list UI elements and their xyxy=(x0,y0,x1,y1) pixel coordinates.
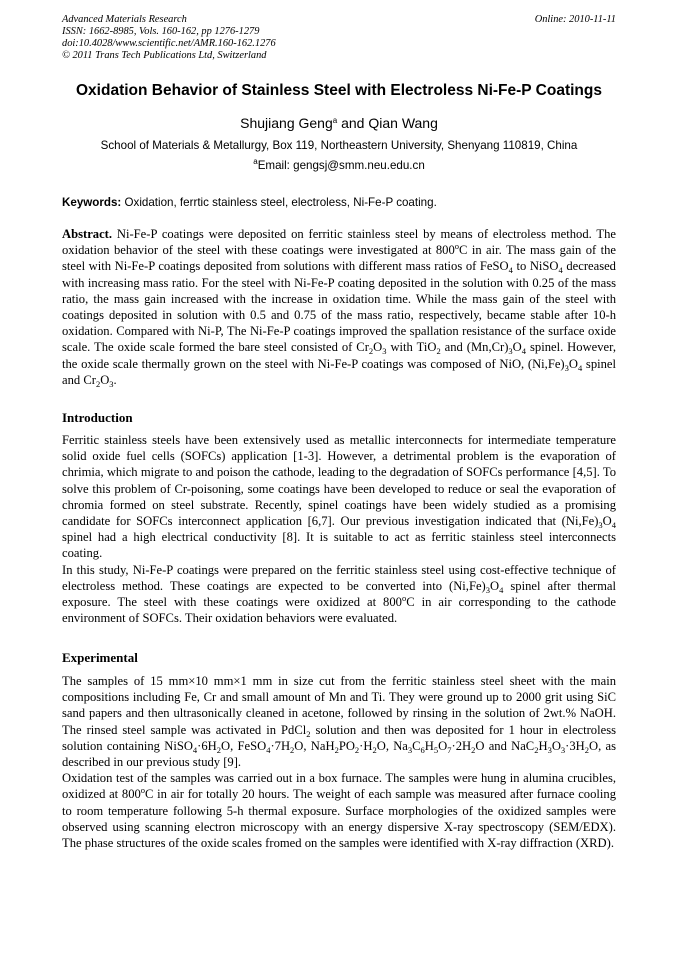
exp-text: ·2H xyxy=(451,738,472,753)
exp-text: O, Na xyxy=(376,738,408,753)
abstract-text: Ni-Fe-P coatings were deposited on ferritic stainless steel by means of electroless method. The oxidation behavior of the steel with these coatings were investigated at 800 xyxy=(62,227,616,258)
abstract-text: O xyxy=(373,340,383,355)
sub: 2 xyxy=(534,744,539,755)
sup: o xyxy=(401,593,407,604)
intro-text: spinel had a high electrical conductivity [8]. It is suitable to act as ferritic stainless steel interconnects coating. xyxy=(62,530,616,561)
abstract-text: . xyxy=(113,372,117,387)
intro-text: C in air corresponding to the cathode environment of SOFCs. Their oxidation behaviors were evaluated. xyxy=(62,595,616,626)
sub: 2 xyxy=(306,728,311,739)
intro-paragraph-1 xyxy=(62,432,616,562)
email-sup: a xyxy=(253,157,258,166)
author-rest: and Qian Wang xyxy=(337,115,438,131)
sub: 2 xyxy=(584,744,590,755)
sub: 4 xyxy=(558,265,563,276)
exp-text: PO xyxy=(338,738,355,753)
abstract-text: C in air. The mass gain of the steel with Ni-Fe-P coatings deposited from solutions with different mass ratios of FeSO xyxy=(62,243,616,274)
sub: 4 xyxy=(508,265,513,276)
exp-text: C in air for totally 20 hours. The weight of each sample was measured after furnace cooling to room temperature following 5-h thermal exposure. Surface morphologies of the oxidized samples were observed using scanning electron microscopy with an energy dispersive X-ray spectroscopy (SEM/EDX). The phase structures of the oxide scales fromed on the samples were identified with X-ray diffraction (XRD). xyxy=(62,787,616,851)
sub: 3 xyxy=(598,520,603,531)
keywords-label: Keywords: xyxy=(62,196,122,209)
sub: 3 xyxy=(109,378,114,389)
sub: 3 xyxy=(407,744,413,755)
doi-line: doi:10.4028/www.scientific.net/AMR.160-162.1276 xyxy=(62,38,276,49)
exp-text: O xyxy=(551,738,561,753)
exp-text: ·H xyxy=(359,738,373,753)
sub: 5 xyxy=(433,744,439,755)
exp-text: O, FeSO xyxy=(221,738,267,753)
exp-paragraph-2 xyxy=(62,770,616,851)
sub: 2 xyxy=(436,346,441,357)
sub: 7 xyxy=(447,744,452,755)
sub: 4 xyxy=(611,520,616,531)
exp-text: O and NaC xyxy=(475,738,535,753)
exp-paragraph-1 xyxy=(62,673,616,770)
intro-text: In this study, Ni-Fe-P coatings were prepared on the ferritic stainless steel using cost-effective technique of electroless method. These coatings are expected to be converted into (Ni,Fe) xyxy=(62,562,616,593)
abstract-text: and (Mn,Cr) xyxy=(440,340,509,355)
exp-text: The samples of 15 mm×10 mm×1 mm in size cut from the ferritic stainless steel sheet with the main compositions including Fe, Cr and small amount of Mn and Ti. They were ground up to 2000 grit using SiC sand papers and then ultrasonically cleaned in acetone, followed by rinsing in the solution of 2wt.% NaOH. The rinsed steel sample was activated in PdCl xyxy=(62,674,616,737)
keywords-text: Oxidation, ferrtic stainless steel, electroless, Ni-Fe-P coating. xyxy=(121,196,437,209)
sub: 3 xyxy=(508,346,513,357)
issn-line: ISSN: 1662-8985, Vols. 160-162, pp 1276-1279 xyxy=(62,26,260,37)
intro-text: Ferritic stainless steels have been extensively used as metallic interconnects for intermediate temperature solid oxide fuel cells (SOFCs) application [1-3]. However, a detrimental problem is the evaporation of chrimia, which migrate to and poison the cathode, leading to the degradation of SOFCs performance [4,5]. To solve this problem of Cr-poisoning, some coatings have been developed to reduce or seal the evaporation of chromia formed on steel substrate. Recently, spinel coatings have been widely studied as a promising candidate for SOFCs interconnect application [6,7]. Our previous investigation indicated that (Ni,Fe) xyxy=(62,433,616,529)
exp-text: O xyxy=(438,738,448,753)
sup: o xyxy=(140,785,146,796)
exp-text: H xyxy=(424,738,434,753)
abstract-text: O xyxy=(100,372,110,387)
intro-text: O xyxy=(490,578,500,593)
abstract-label: Abstract. xyxy=(62,227,113,241)
sub: 3 xyxy=(560,744,566,755)
sub: 3 xyxy=(382,346,387,357)
sub: 2 xyxy=(334,744,339,755)
exp-text: solution and then was deposited for 1 hour in electroless solution containing NiSO xyxy=(62,722,616,753)
sub: 3 xyxy=(485,584,490,595)
section-heading-introduction: Introduction xyxy=(62,410,133,425)
sub: 2 xyxy=(354,744,360,755)
abstract-text: decreased with increasing mass ratio. For the steel with Ni-Fe-P coating deposited in the solution with 0.25 of the mass ratio, the mass gain increased with the increase in oxidation time. While the mass gain of the steel with coatings deposited in solution with 0.5 and 0.75 of the mass ratio, respectively, became stable after 10-h oxidation. Compared with Ni-P, The Ni-Fe-P coatings improved the spallation resistance of the surface oxide scale. The oxide scale formed the bare steel consisted of Cr xyxy=(62,259,616,355)
keywords xyxy=(62,196,616,210)
exp-text: Oxidation test of the samples was carried out in a box furnace. The samples were hung in alumina crucibles, oxidized at 800 xyxy=(62,771,616,802)
sub: 4 xyxy=(266,744,271,755)
journal-name: Advanced Materials Research xyxy=(62,14,187,25)
author-sup: a xyxy=(332,116,338,125)
copyright-line: © 2011 Trans Tech Publications Ltd, Switzerland xyxy=(62,50,267,61)
abstract-text: to NiSO xyxy=(512,259,559,274)
exp-text: C xyxy=(412,738,421,753)
sub: 4 xyxy=(521,346,527,357)
sub: 2 xyxy=(216,744,222,755)
sub: 4 xyxy=(499,584,504,595)
intro-paragraph-2 xyxy=(62,562,616,627)
exp-text: ·7H xyxy=(270,738,291,753)
author-line xyxy=(0,114,678,132)
abstract-text: with TiO xyxy=(386,340,437,355)
sub: 4 xyxy=(577,362,583,373)
abstract-paragraph xyxy=(62,226,616,388)
exp-text: H xyxy=(538,738,548,753)
sub: 2 xyxy=(95,378,101,389)
sub: 2 xyxy=(290,744,295,755)
exp-text: ·6H xyxy=(197,738,217,753)
author-first: Shujiang Geng xyxy=(240,115,333,131)
sub: 2 xyxy=(368,346,374,357)
abstract-text: O xyxy=(568,356,578,371)
journal-header xyxy=(62,14,616,62)
sub: 2 xyxy=(471,744,476,755)
sup: o xyxy=(454,241,460,252)
exp-text: O, as described in our previous study [9]. xyxy=(62,738,616,770)
sub: 4 xyxy=(192,744,198,755)
intro-text: spinel after thermal exposure. The steel with these coatings were oxidized at 800 xyxy=(62,578,616,610)
section-heading-experimental: Experimental xyxy=(62,650,138,665)
paper-title: Oxidation Behavior of Stainless Steel with Electroless Ni-Fe-P Coatings xyxy=(76,82,602,99)
sub: 3 xyxy=(547,744,552,755)
experimental-body xyxy=(62,673,616,851)
abstract-text: O xyxy=(512,340,522,355)
email-line xyxy=(0,159,678,173)
intro-text: O xyxy=(602,514,612,529)
email-text: Email: gengsj@smm.neu.edu.cn xyxy=(257,159,425,172)
sub: 3 xyxy=(564,362,569,373)
abstract-text: spinel and Cr xyxy=(62,356,616,387)
exp-text: ·3H xyxy=(565,738,585,753)
exp-text: O, NaH xyxy=(294,738,335,753)
abstract xyxy=(62,226,616,388)
online-date: Online: 2010-11-11 xyxy=(534,14,616,25)
abstract-text: spinel. However, the oxide scale thermally grown on the steel with Ni-Fe-P coatings was composed of NiO, (Ni,Fe) xyxy=(62,340,616,371)
introduction-body xyxy=(62,432,616,626)
sub: 6 xyxy=(420,744,425,755)
sub: 2 xyxy=(372,744,377,755)
affiliation: School of Materials & Metallurgy, Box 119, Northeastern University, Shenyang 110819, China xyxy=(100,139,578,152)
